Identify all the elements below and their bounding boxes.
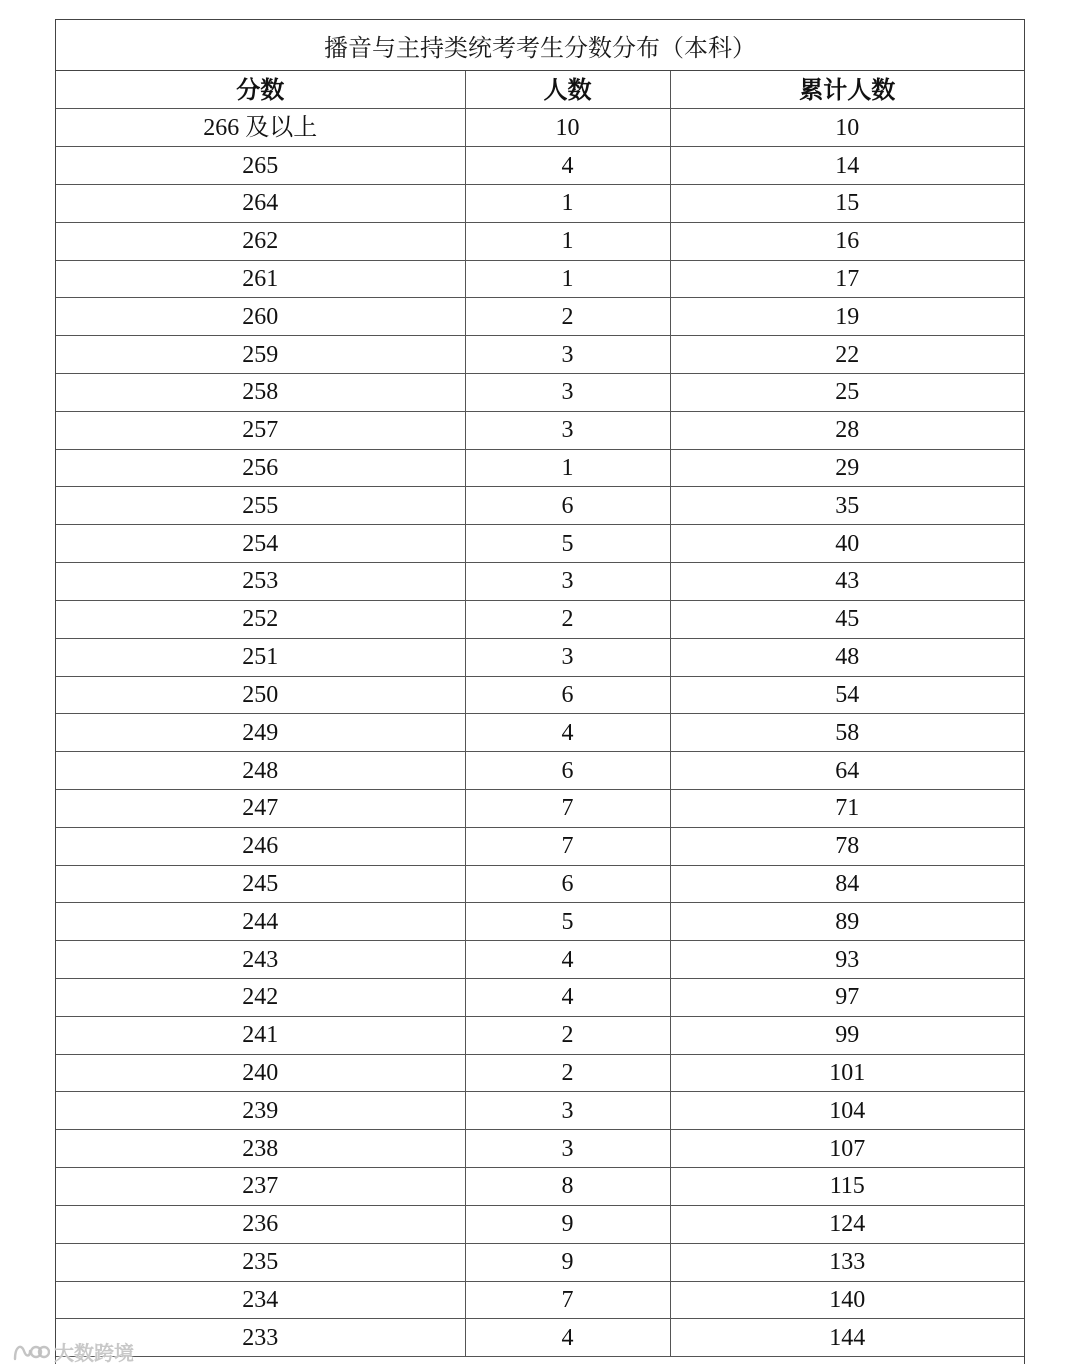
- table-row: [56, 411, 1024, 449]
- table-row: [56, 638, 1024, 676]
- cell-score: 241: [56, 1016, 465, 1054]
- cell-count: 7: [465, 827, 670, 865]
- cell-count: 1: [465, 260, 670, 298]
- cell-score: 254: [56, 525, 465, 563]
- table-row: [56, 865, 1024, 903]
- cell-count: 3: [465, 563, 670, 601]
- cell-score: 260: [56, 298, 465, 336]
- cell-score: 257: [56, 411, 465, 449]
- cell-score: 249: [56, 714, 465, 752]
- cell-count: 3: [465, 638, 670, 676]
- cell-cumulative: 28: [670, 411, 1024, 449]
- cell-count: 10: [465, 109, 670, 147]
- table-row: [56, 1243, 1024, 1281]
- cell-score: 239: [56, 1092, 465, 1130]
- table-row: [56, 1281, 1024, 1319]
- cell-count: 1: [465, 222, 670, 260]
- cell-cumulative: 45: [670, 600, 1024, 638]
- cell-count: 3: [465, 1130, 670, 1168]
- table-title: 播音与主持类统考考生分数分布（本科）: [56, 20, 1024, 71]
- cell-cumulative: 40: [670, 525, 1024, 563]
- table-body: [56, 109, 1024, 1357]
- table-row: [56, 676, 1024, 714]
- cell-score: 242: [56, 979, 465, 1017]
- cell-count: 5: [465, 903, 670, 941]
- cell-cumulative: 107: [670, 1130, 1024, 1168]
- header-row: [56, 71, 1024, 109]
- cell-count: 7: [465, 1281, 670, 1319]
- watermark-text: 大数跨境: [54, 1340, 134, 1365]
- cell-score: 256: [56, 449, 465, 487]
- cell-cumulative: 48: [670, 638, 1024, 676]
- table-row: [56, 1205, 1024, 1243]
- table-row: [56, 752, 1024, 790]
- table-row: [56, 184, 1024, 222]
- table-row: [56, 147, 1024, 185]
- cell-score: 243: [56, 941, 465, 979]
- cell-score: 251: [56, 638, 465, 676]
- cell-count: 2: [465, 1016, 670, 1054]
- cell-score: 259: [56, 336, 465, 374]
- cell-cumulative: 99: [670, 1016, 1024, 1054]
- cell-score: 261: [56, 260, 465, 298]
- table-row: [56, 903, 1024, 941]
- cell-score: 247: [56, 789, 465, 827]
- cell-count: 2: [465, 298, 670, 336]
- cell-count: 6: [465, 752, 670, 790]
- cell-score: 246: [56, 827, 465, 865]
- cell-count: 3: [465, 411, 670, 449]
- score-table: [56, 71, 1024, 1357]
- cell-count: 2: [465, 600, 670, 638]
- cell-cumulative: 17: [670, 260, 1024, 298]
- cell-cumulative: 84: [670, 865, 1024, 903]
- cell-score: 235: [56, 1243, 465, 1281]
- table-row: [56, 298, 1024, 336]
- table-row: [56, 563, 1024, 601]
- table-row: [56, 336, 1024, 374]
- cell-count: 4: [465, 979, 670, 1017]
- cell-count: 9: [465, 1243, 670, 1281]
- table-row: [56, 449, 1024, 487]
- cell-count: 8: [465, 1168, 670, 1206]
- cell-score: 237: [56, 1168, 465, 1206]
- cell-count: 4: [465, 941, 670, 979]
- cell-cumulative: 64: [670, 752, 1024, 790]
- cell-score: 245: [56, 865, 465, 903]
- score-distribution-table: [55, 19, 1025, 1364]
- cell-count: 7: [465, 789, 670, 827]
- cell-count: 6: [465, 487, 670, 525]
- cell-cumulative: 133: [670, 1243, 1024, 1281]
- cell-count: 6: [465, 676, 670, 714]
- column-header-score: 分数: [56, 71, 465, 109]
- cell-score: 252: [56, 600, 465, 638]
- cell-cumulative: 25: [670, 374, 1024, 412]
- cell-count: 9: [465, 1205, 670, 1243]
- cell-cumulative: 22: [670, 336, 1024, 374]
- watermark-logo-icon: [12, 1339, 50, 1363]
- cell-cumulative: 29: [670, 449, 1024, 487]
- cell-cumulative: 35: [670, 487, 1024, 525]
- table-row: [56, 827, 1024, 865]
- cell-count: 1: [465, 184, 670, 222]
- cell-cumulative: 71: [670, 789, 1024, 827]
- cell-count: 2: [465, 1054, 670, 1092]
- cell-score: 253: [56, 563, 465, 601]
- column-header-cumulative: 累计人数: [670, 71, 1024, 109]
- table-row: [56, 979, 1024, 1017]
- cell-count: 6: [465, 865, 670, 903]
- cell-cumulative: 15: [670, 184, 1024, 222]
- cell-score: 255: [56, 487, 465, 525]
- cell-score: 264: [56, 184, 465, 222]
- table-row: [56, 374, 1024, 412]
- cell-cumulative: 144: [670, 1319, 1024, 1357]
- table-row: [56, 222, 1024, 260]
- table-row: [56, 1130, 1024, 1168]
- column-header-count: 人数: [465, 71, 670, 109]
- cell-score: 238: [56, 1130, 465, 1168]
- table-row: [56, 941, 1024, 979]
- cell-cumulative: 58: [670, 714, 1024, 752]
- cell-cumulative: 124: [670, 1205, 1024, 1243]
- cell-score: 234: [56, 1281, 465, 1319]
- cell-cumulative: 97: [670, 979, 1024, 1017]
- cell-count: 4: [465, 147, 670, 185]
- cell-cumulative: 89: [670, 903, 1024, 941]
- table-row: [56, 1016, 1024, 1054]
- cell-count: 3: [465, 374, 670, 412]
- cell-count: 4: [465, 714, 670, 752]
- cell-cumulative: 54: [670, 676, 1024, 714]
- cell-cumulative: 140: [670, 1281, 1024, 1319]
- cell-score: 258: [56, 374, 465, 412]
- table-row: [56, 714, 1024, 752]
- table-row: [56, 600, 1024, 638]
- cell-cumulative: 104: [670, 1092, 1024, 1130]
- cell-score: 240: [56, 1054, 465, 1092]
- cell-count: 1: [465, 449, 670, 487]
- cell-count: 4: [465, 1319, 670, 1357]
- table-row: [56, 525, 1024, 563]
- cell-cumulative: 93: [670, 941, 1024, 979]
- table-row: [56, 109, 1024, 147]
- table-row: [56, 789, 1024, 827]
- table-row: [56, 487, 1024, 525]
- watermark: [12, 1336, 134, 1366]
- cell-score: 266 及以上: [56, 109, 465, 147]
- cell-score: 262: [56, 222, 465, 260]
- cell-count: 5: [465, 525, 670, 563]
- cell-count: 3: [465, 336, 670, 374]
- cell-score: 244: [56, 903, 465, 941]
- cell-cumulative: 19: [670, 298, 1024, 336]
- cell-cumulative: 78: [670, 827, 1024, 865]
- cell-score: 233: [56, 1319, 465, 1357]
- table-row: [56, 1054, 1024, 1092]
- cell-score: 248: [56, 752, 465, 790]
- cell-cumulative: 14: [670, 147, 1024, 185]
- cell-cumulative: 16: [670, 222, 1024, 260]
- table-row: [56, 1092, 1024, 1130]
- table-row: [56, 1319, 1024, 1357]
- cell-score: 265: [56, 147, 465, 185]
- cell-score: 250: [56, 676, 465, 714]
- table-row: [56, 1168, 1024, 1206]
- cell-cumulative: 43: [670, 563, 1024, 601]
- cell-cumulative: 115: [670, 1168, 1024, 1206]
- cell-count: 3: [465, 1092, 670, 1130]
- cell-cumulative: 101: [670, 1054, 1024, 1092]
- table-row: [56, 260, 1024, 298]
- cell-cumulative: 10: [670, 109, 1024, 147]
- cell-score: 236: [56, 1205, 465, 1243]
